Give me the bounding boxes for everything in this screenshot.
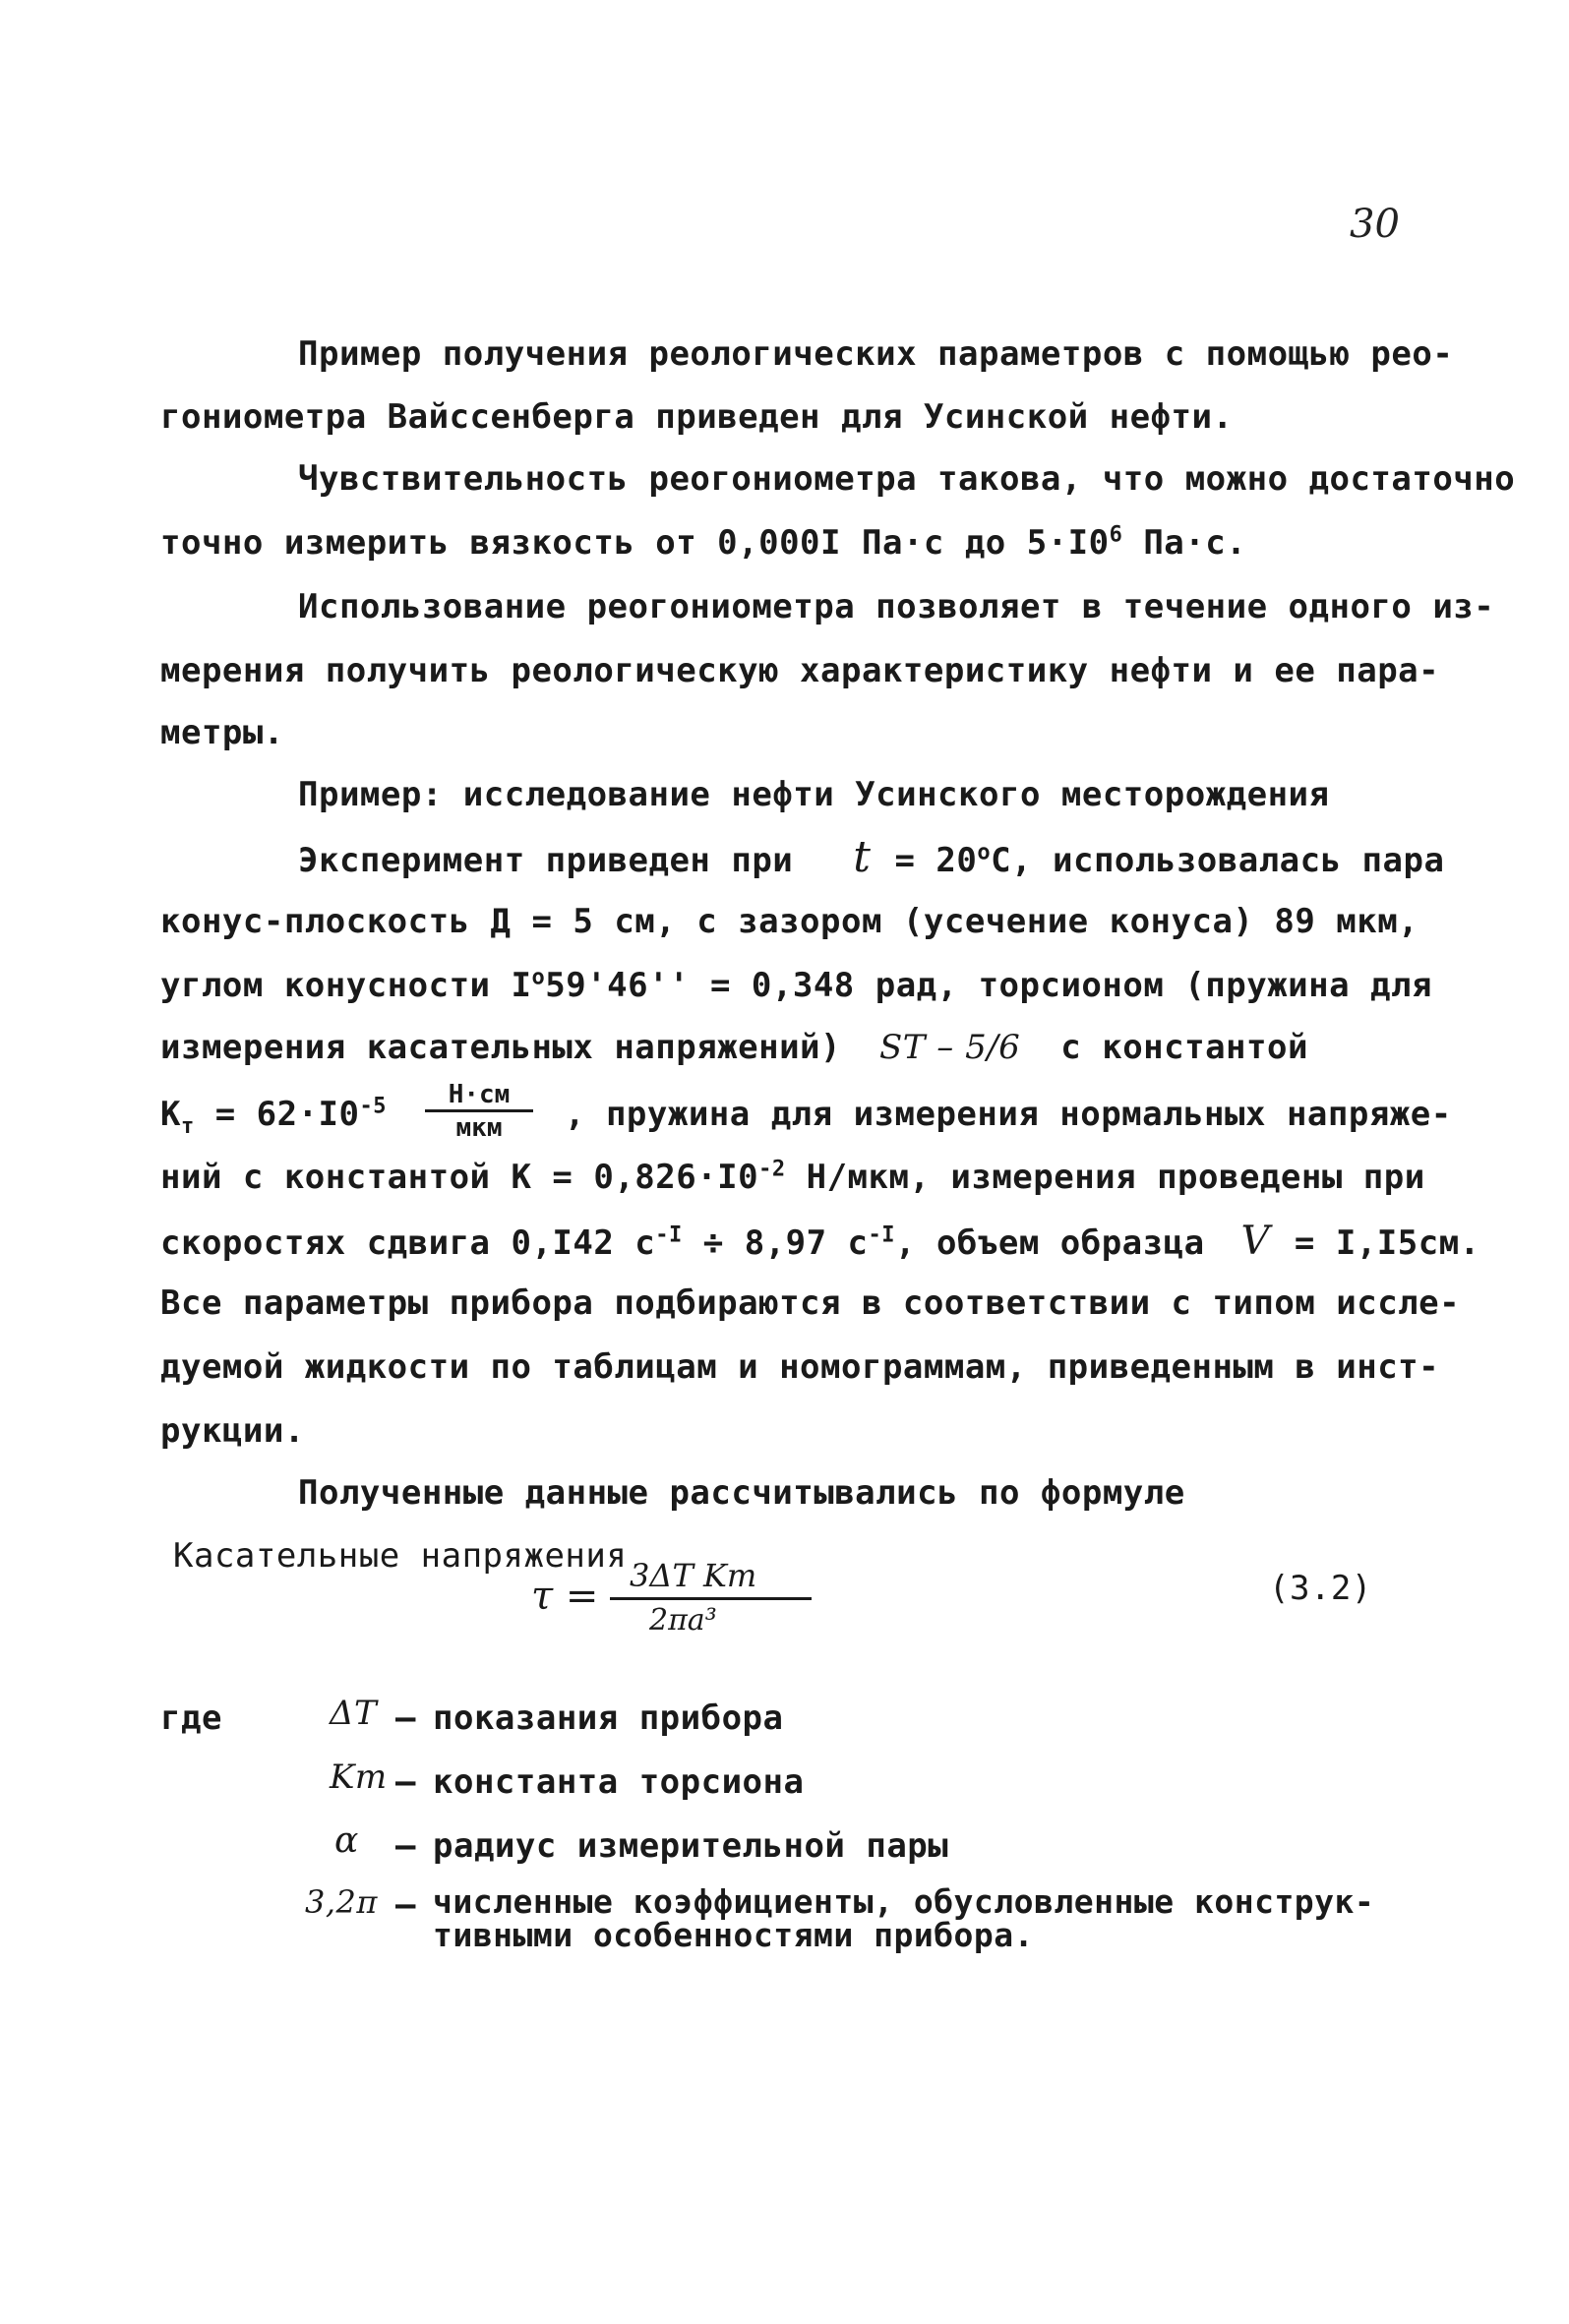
text-line-11	[160, 966, 1432, 1005]
legend-text-4b: тивными особенностями прибора.	[433, 1916, 1035, 1954]
text-line-15	[160, 1219, 1480, 1264]
formula-numerator: 3ΔT Kт	[630, 1557, 757, 1594]
unit-fraction-numerator: Н·см	[448, 1080, 511, 1109]
text-line-12-b: с константой	[1060, 1028, 1308, 1067]
formula-number: (3.2)	[1269, 1569, 1372, 1608]
text-line-14-sup: -2	[758, 1157, 786, 1182]
text-line-2: гониометра Вайссенберга приведен для Усинской нефти.	[160, 397, 1234, 437]
legend-text-4: численные коэффициенты, обусловленные конструк-	[433, 1882, 1375, 1921]
text-line-13-a: К	[160, 1095, 181, 1134]
temperature-symbol: t	[853, 832, 872, 882]
legend-symbol-2: Kт	[330, 1758, 388, 1797]
degree-sup-2: о	[531, 965, 546, 990]
text-line-9-a: Эксперимент приведен при	[298, 841, 794, 880]
text-line-14-b: Н/мкм, измерения проведены при	[785, 1158, 1425, 1197]
text-line-13-b: = 62·I0	[194, 1095, 360, 1134]
text-line-13-c: , пружина для измерения нормальных напряже-	[565, 1095, 1452, 1134]
text-line-15-a: скоростях сдвига 0,I42 с	[160, 1223, 656, 1263]
text-line-15-sup2: -I	[868, 1222, 896, 1248]
legend-text-3: радиус измерительной пары	[433, 1826, 949, 1866]
text-line-12-a: измерения касательных напряжений)	[160, 1028, 842, 1067]
text-line-20: Касательные напряжения	[173, 1536, 628, 1576]
text-line-9-b: = 20	[894, 841, 978, 880]
legend-dash-2: –	[395, 1762, 416, 1802]
text-line-12	[160, 1028, 1308, 1067]
text-line-13-sup: -5	[359, 1094, 387, 1119]
text-line-3: Чувствительность реогониометра такова, что можно достаточно	[298, 459, 1516, 499]
text-line-15-sup1: -I	[655, 1222, 683, 1248]
text-line-7: метры.	[160, 713, 284, 752]
page-number: 30	[1350, 202, 1400, 247]
text-line-13	[160, 1094, 387, 1139]
text-line-15-b: ÷ 8,97 с	[682, 1223, 869, 1263]
formula-denominator: 2πa³	[649, 1603, 717, 1638]
text-line-15-d: = I,I5см.	[1273, 1223, 1480, 1263]
text-line-15-c: , объем образца	[895, 1223, 1205, 1263]
text-line-1: Пример получения реологических параметров с помощью рео-	[298, 334, 1454, 374]
text-line-11-b: 59'46'' = 0,348 рад, торсионом (пружина для	[545, 966, 1432, 1005]
legend-dash-4: –	[395, 1885, 416, 1925]
text-line-13-sub: т	[180, 1113, 195, 1139]
legend-text-1: показания прибора	[433, 1698, 784, 1738]
legend-where: где	[160, 1698, 222, 1738]
degree-sup: о	[977, 840, 992, 865]
text-line-9-c: С, использовалась пара	[991, 841, 1445, 880]
volume-symbol: V	[1240, 1219, 1270, 1264]
text-line-10: конус-плоскость Д = 5 см, с зазором (усечение конуса) 89 мкм,	[160, 902, 1419, 941]
unit-fraction-bar	[425, 1109, 533, 1112]
formula-lhs: τ =	[531, 1574, 599, 1619]
legend-dash-3: –	[395, 1826, 416, 1866]
text-line-8: Пример: исследование нефти Усинского месторождения	[298, 775, 1330, 814]
text-line-18: рукции.	[160, 1411, 305, 1451]
text-line-4	[160, 523, 1246, 563]
torsion-spring-code: ST – 5/6	[879, 1028, 1021, 1067]
unit-fraction-denominator: мкм	[455, 1113, 503, 1143]
text-line-6: мерения получить реологическую характеристику нефти и ее пара-	[160, 651, 1440, 690]
text-line-4-a: точно измерить вязкость от 0,000I Па·с до 5·I0	[160, 523, 1110, 563]
text-line-16: Все параметры прибора подбираются в соответствии с типом иссле-	[160, 1283, 1461, 1323]
legend-symbol-3: α	[334, 1820, 359, 1861]
text-line-5: Использование реогониометра позволяет в течение одного из-	[298, 587, 1495, 626]
text-line-19: Полученные данные рассчитывались по формуле	[298, 1473, 1185, 1513]
text-line-4-b: Па·с.	[1122, 523, 1247, 563]
text-line-9	[298, 832, 1445, 882]
legend-symbol-1: ΔT	[330, 1694, 378, 1733]
text-line-11-a: углом конусности I	[160, 966, 532, 1005]
text-line-17: дуемой жидкости по таблицам и номограммам, приведенным в инст-	[160, 1347, 1440, 1387]
legend-dash-1: –	[395, 1698, 416, 1738]
text-line-14	[160, 1158, 1425, 1197]
legend-text-2: константа торсиона	[433, 1762, 805, 1802]
legend-symbol-4: 3,2π	[305, 1883, 378, 1921]
formula-fraction-bar	[610, 1597, 812, 1600]
text-line-14-a: ний с константой К = 0,826·I0	[160, 1158, 759, 1197]
text-line-4-sup: 6	[1109, 522, 1123, 548]
